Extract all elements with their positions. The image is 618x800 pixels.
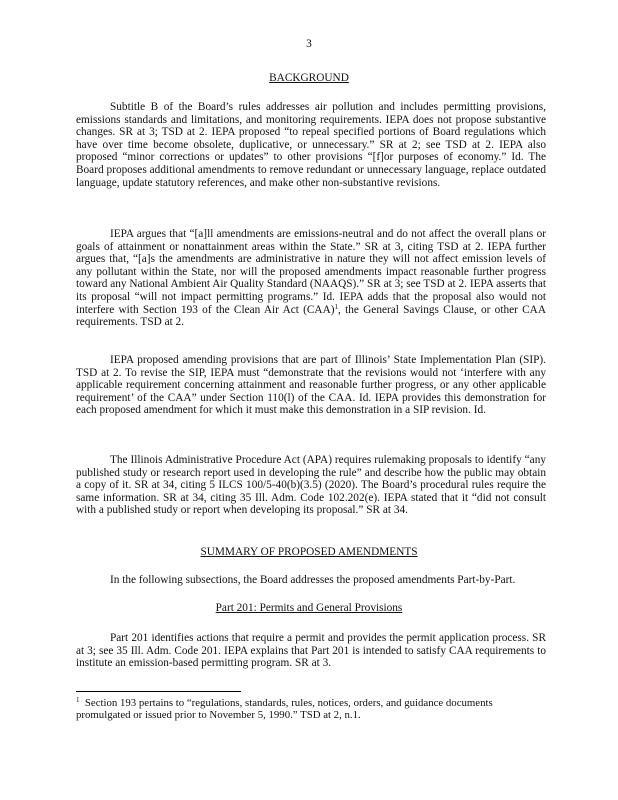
paragraph-text: In the following subsections, the Board addresses the proposed amendments Part-by-Part.: [110, 574, 516, 586]
paragraph-text: Part 201 identifies actions that require a permit and provides the permit application process. SR at 3; see 35 Ill. Adm. Code 201. IEPA explains that Part 201 is intended to satisfy CAA requirements to institute an emission-based permitting program. SR at 3.: [76, 632, 546, 670]
paragraph-text: , the General Savings Clause, or other CAA requirements. TSD at 2.: [76, 303, 546, 329]
page-number: 3: [306, 38, 312, 50]
background-paragraph-2: [76, 228, 546, 329]
background-paragraph-4: [76, 454, 546, 517]
background-paragraph-3: [76, 354, 546, 417]
paragraph-text: Subtitle B of the Board’s rules addresses air pollution and includes permitting provisions, emissions standards and limitations, and monitoring requirements. IEPA does not propose substantive changes. SR at 3; TSD at 2. IEPA proposed “to repeal specified portions of Board regulations which have over time become obsolete, duplicative, or unnecessary.” SR at 2; see TSD at 2. IEPA also proposed “minor corrections or updates” to other provisions “[f]or purposes of economy.” Id. The Board proposes additional amendments to remove redundant or unnecessary language, replace outdated language, update statutory references, and make other non-substantive revisions.: [76, 101, 546, 189]
footnote-text: Section 193 pertains to “regulations, standards, rules, notices, orders, and guidance documents promulgated or issued prior to November 5, 1990.” TSD at 2, n.1.: [76, 697, 493, 722]
paragraph-text: IEPA proposed amending provisions that are part of Illinois’ State Implementation Plan (SIP). TSD at 2. To revise the SIP, IEPA must “demonstrate that the revisions would not ‘interfere with any applicable requirement concerning attainment and reasonable further progress, or any other applicable requirement’ of the CAA” under Section 110(l) of the CAA. Id. IEPA provides this demonstration for each proposed amendment for which it must make this demonstration in a SIP revision. Id.: [76, 354, 546, 417]
footnote-marker: 1: [76, 696, 80, 704]
part201-heading: Part 201: Permits and General Provisions: [215, 602, 403, 614]
paragraph-text: The Illinois Administrative Procedure Act (APA) requires rulemaking proposals to identify “any published study or research report used in developing the rule” and describe how the public may obtain a copy of it. SR at 34, citing 5 ILCS 100/5-40(b)(3.5) (2020). The Board’s procedural rules require the same information. SR at 34, citing 35 Ill. Adm. Code 102.202(e). IEPA stated that it “did not consult with a published study or report when developing its proposal.” SR at 34.: [76, 454, 546, 517]
footnote: [76, 697, 546, 721]
paragraph-text: IEPA argues that “[a]ll amendments are emissions-neutral and do not affect the overall plans or goals of attainment or nonattainment areas within the State.” SR at 3, citing TSD at 2. IEPA further argues that, “[a]s the amendments are administrative in nature they will not affect emission levels of any pollutant within the State, nor will the proposed amendments impact reasonable further progress toward any National Ambient Air Quality Standard (NAAQS).” SR at 3; see TSD at 2. IEPA asserts that its proposal “will not impact permitting programs.” Id. IEPA adds that the proposal also would not interfere with Section 193 of the Clean Air Act (CAA): [76, 228, 546, 316]
background-paragraph-1: [76, 101, 546, 189]
background-heading: BACKGROUND: [269, 72, 349, 84]
footnote-reference: 1: [334, 302, 339, 311]
summary-heading: SUMMARY OF PROPOSED AMENDMENTS: [200, 546, 418, 558]
footnote-divider: [76, 691, 241, 692]
part201-paragraph: [76, 632, 546, 670]
summary-intro: [76, 574, 546, 587]
